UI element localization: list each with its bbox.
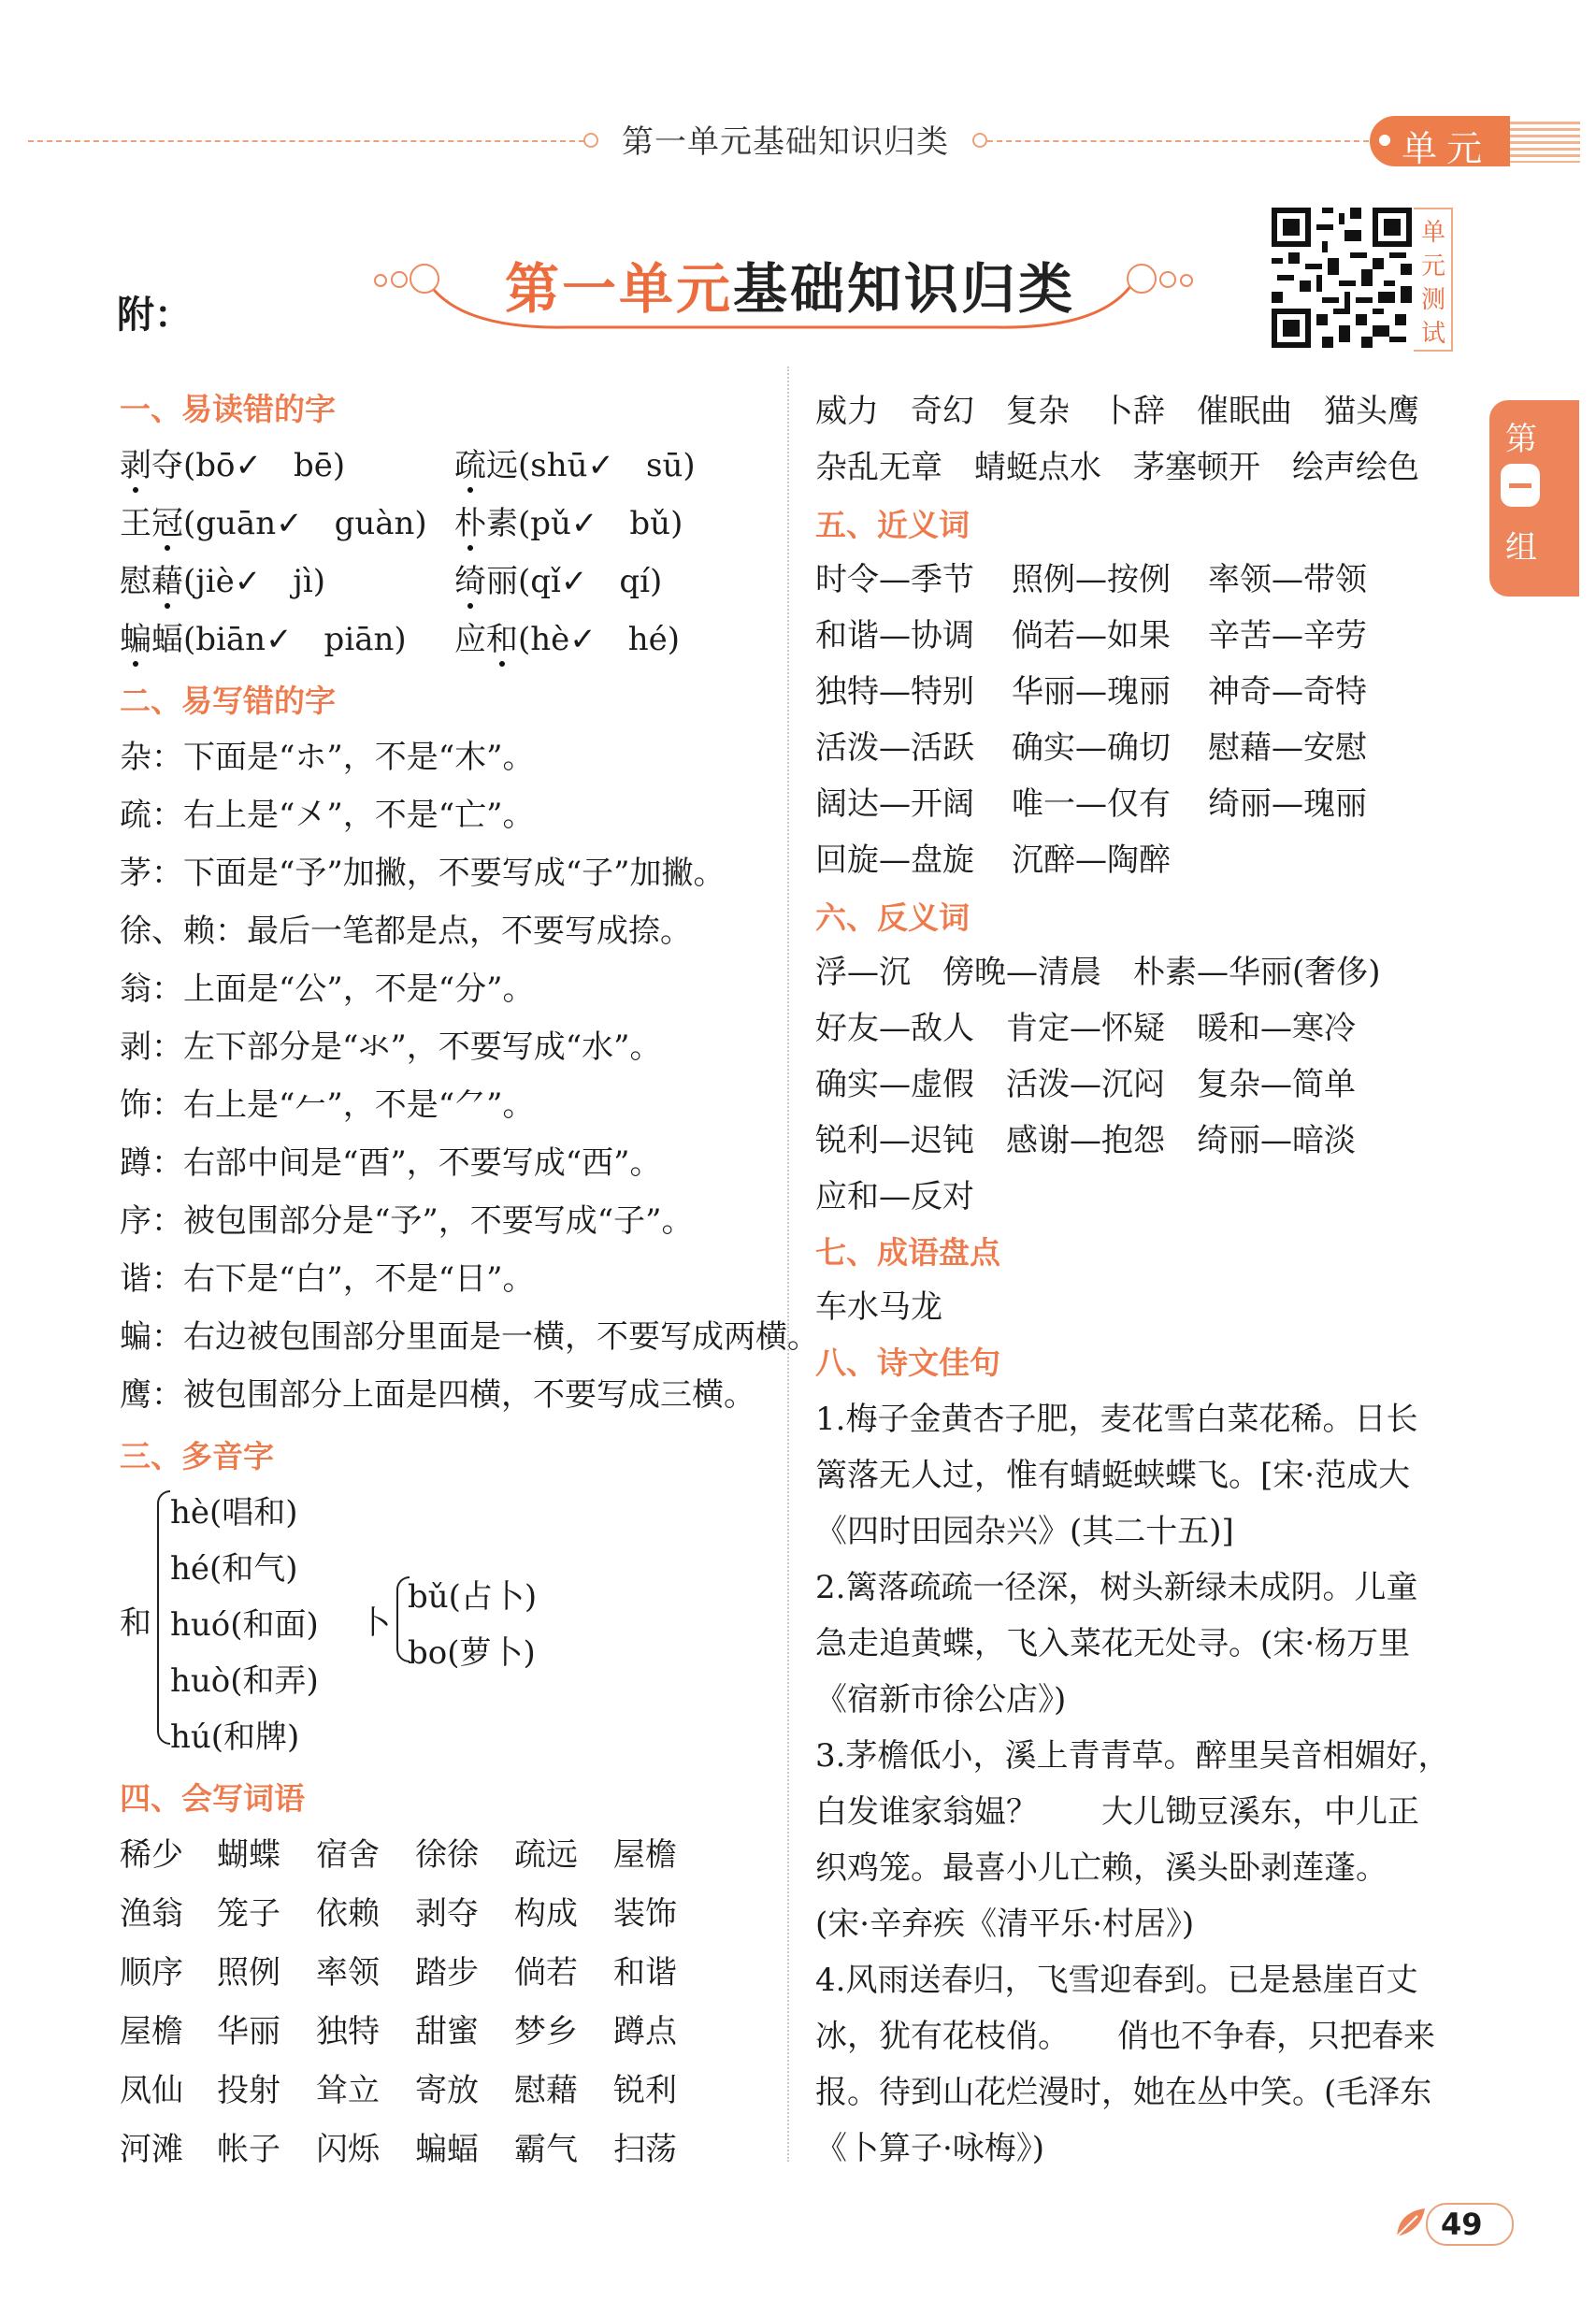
vocab-word: 构成 [514, 1895, 578, 1933]
poem-line: 《卜算子·咏梅》) [815, 2130, 1045, 2167]
vocab-word: 疏远 [514, 1836, 578, 1874]
vocab-word: 倘若 [514, 1954, 578, 1992]
poem-line: 《宿新市徐公店》) [815, 1681, 1067, 1719]
pinyin-item [454, 439, 696, 485]
writing-note: 茅：下面是“予”加撇，不要写成“子”加撇。 [120, 855, 726, 892]
poem-line: 冰，犹有花枝俏。 俏也不争春，只把春来 [815, 2018, 1435, 2055]
poem-line: 3.茅檐低小，溪上青青草。醉里吴音相媚好， [815, 1737, 1450, 1775]
vocab-word: 蹲点 [613, 2013, 677, 2050]
synonym-pair: 和谐—协调 [815, 617, 974, 654]
synonym-pair: 活泼—活跃 [815, 729, 974, 767]
vocab-word: 河滩 [120, 2131, 183, 2168]
banner-title [505, 245, 1075, 324]
vocab-word: 慰藉 [514, 2072, 578, 2109]
writing-note: 蝙：右边被包围部分里面是一横，不要写成两横。 [120, 1318, 819, 1356]
char-dotted: 蝙 [120, 613, 151, 659]
char: 应 [454, 621, 486, 658]
antonym-line: 浮—沉 傍晚—清晨 朴素—华丽(奢侈) [815, 954, 1381, 991]
banner-title-highlight: 第一单元 [505, 257, 734, 321]
synonym-pair: 华丽—瑰丽 [1012, 673, 1171, 711]
banner-circle-mid [391, 271, 408, 288]
banner-circle-small [1180, 274, 1193, 287]
char: 夺 [151, 447, 183, 484]
pinyin-item [120, 555, 325, 601]
synonym-pair: 确实—确切 [1012, 729, 1171, 767]
antonym-line: 锐利—迟钝 感谢—抱怨 绮丽—暗淡 [815, 1122, 1356, 1159]
group-tab-bottom: 组 [1505, 529, 1537, 567]
char-dotted: 绮 [454, 555, 486, 601]
pinyin-options: (biān✓ piān) [183, 621, 407, 658]
qr-label-char: 测 [1421, 286, 1446, 314]
vocab-word: 霸气 [514, 2131, 578, 2168]
vocab-word: 踏步 [415, 1954, 479, 1992]
unit-tab-dot [1379, 135, 1390, 146]
char: 丽 [486, 563, 518, 600]
writing-note: 徐、赖：最后一笔都是点，不要写成捺。 [120, 913, 692, 950]
vocab-word: 耸立 [316, 2072, 380, 2109]
synonym-pair: 阔达—开阔 [815, 785, 974, 823]
vocab-word: 顺序 [120, 1954, 183, 1992]
writing-note: 翁：上面是“公”，不是“分”。 [120, 971, 535, 1008]
pinyin-item [120, 497, 427, 543]
vocab-line: 威力 奇幻 复杂 卜辞 催眠曲 猫头鹰 [815, 393, 1419, 430]
leaf-icon [1393, 2203, 1431, 2240]
char-dotted: 疏 [454, 439, 486, 485]
poem-line: 1.梅子金黄杏子肥，麦花雪白菜花稀。日长 [815, 1401, 1418, 1438]
banner-circle-small [374, 274, 387, 287]
vocab-word: 独特 [316, 2013, 380, 2050]
group-tab-number-one [1501, 464, 1540, 507]
vocab-word: 率领 [316, 1954, 380, 1992]
vocab-word: 渔翁 [120, 1895, 183, 1933]
vocab-word: 投射 [217, 2072, 280, 2109]
pinyin-item [454, 555, 662, 601]
writing-note: 鹰：被包围部分上面是四横，不要写成三横。 [120, 1376, 755, 1414]
polyphone-char: 卜 [359, 1604, 391, 1642]
appendix-label: 附： [117, 294, 192, 337]
char: 慰 [120, 563, 151, 600]
char-dotted: 和 [486, 613, 518, 659]
polyphone-reading: huò(和弄) [170, 1662, 319, 1700]
pinyin-options: (pǔ✓ bǔ) [518, 505, 683, 542]
pinyin-options: (guān✓ guàn) [183, 505, 427, 542]
section-heading: 六、反义词 [815, 899, 970, 936]
antonym-line: 确实—虚假 活泼—沉闷 复杂—简单 [815, 1066, 1356, 1103]
pinyin-item [120, 613, 407, 659]
char: 王 [120, 505, 151, 542]
vocab-word: 寄放 [415, 2072, 479, 2109]
poem-line: 4.风雨送春归，飞雪迎春到。已是悬崖百丈 [815, 1962, 1418, 1999]
vocab-word: 屋檐 [120, 2013, 183, 2050]
unit-tab-label: 单元 [1402, 128, 1492, 169]
banner-circle-mid [1159, 271, 1176, 288]
section-heading: 二、易写错的字 [120, 683, 336, 719]
polyphone-reading: hé(和气) [170, 1550, 298, 1588]
banner-circle-large [410, 264, 439, 294]
char-dotted: 朴 [454, 497, 486, 543]
synonym-pair: 绮丽—瑰丽 [1208, 785, 1367, 823]
brace [157, 1490, 170, 1745]
poem-line: 急走追黄蝶，飞入菜花无处寻。(宋·杨万里 [815, 1625, 1411, 1662]
section-heading: 五、近义词 [815, 507, 970, 543]
poem-line: 织鸡笼。最喜小儿亡赖，溪头卧剥莲蓬。 [815, 1849, 1388, 1887]
synonym-pair: 率领—带领 [1208, 561, 1367, 598]
writing-note: 谐：右下是“白”，不是“日”。 [120, 1260, 535, 1298]
qr-label-char: 试 [1421, 320, 1446, 348]
qr-label-char: 元 [1421, 252, 1446, 280]
vocab-word: 华丽 [217, 2013, 280, 2050]
writing-note: 剥：左下部分是“氺”，不要写成“水”。 [120, 1028, 662, 1066]
char-dotted: 藉 [151, 555, 183, 601]
unit-tab [1370, 116, 1510, 169]
vocab-word: 甜蜜 [415, 2013, 479, 2050]
synonym-pair: 沉醉—陶醉 [1012, 841, 1171, 879]
header-stripes [1510, 122, 1580, 163]
polyphone-reading: bǔ(占卜) [408, 1578, 538, 1616]
pinyin-options: (hè✓ hé) [518, 621, 681, 658]
vocab-word: 蝙蝠 [415, 2131, 479, 2168]
synonym-pair: 辛苦—辛劳 [1208, 617, 1367, 654]
group-side-tab [1489, 400, 1579, 597]
synonym-pair: 神奇—奇特 [1208, 673, 1367, 711]
header-dot-left [583, 133, 598, 148]
vocab-word: 装饰 [613, 1895, 677, 1933]
vocab-word: 照例 [217, 1954, 280, 1992]
vocab-word: 闪烁 [316, 2131, 380, 2168]
antonym-line: 好友—敌人 肯定—怀疑 暖和—寒冷 [815, 1010, 1356, 1047]
poem-line: 报。待到山花烂漫时，她在丛中笑。(毛泽东 [815, 2074, 1432, 2111]
vocab-word: 凤仙 [120, 2072, 183, 2109]
polyphone-reading: bo(萝卜) [408, 1634, 536, 1672]
column-divider [787, 367, 789, 2162]
poem-line: (宋·辛弃疾《清平乐·村居》) [815, 1906, 1195, 1943]
header-rule-right [987, 140, 1369, 142]
synonym-pair: 独特—特别 [815, 673, 974, 711]
section-heading: 三、多音字 [120, 1438, 274, 1474]
char: 远 [486, 447, 518, 484]
antonym-line: 应和—反对 [815, 1178, 974, 1215]
qr-code-icon[interactable] [1272, 208, 1412, 348]
section-heading: 八、诗文佳句 [815, 1345, 1000, 1381]
polyphone-reading: hè(唱和) [170, 1494, 298, 1532]
writing-note: 疏：右上是“㐅”，不是“亡”。 [120, 797, 535, 834]
vocab-word: 徐徐 [415, 1836, 479, 1874]
synonym-pair: 照例—按例 [1012, 561, 1171, 598]
synonym-pair: 回旋—盘旋 [815, 841, 974, 879]
synonym-pair: 唯一—仅有 [1012, 785, 1171, 823]
writing-note: 蹲：右部中间是“酉”，不要写成“西”。 [120, 1144, 662, 1182]
header-rule-left [28, 140, 584, 142]
synonym-pair: 倘若—如果 [1012, 617, 1171, 654]
qr-label-box [1414, 208, 1453, 352]
pinyin-options: (bō✓ bē) [183, 447, 346, 484]
poem-line: 2.篱落疏疏一径深，树头新绿未成阴。儿童 [815, 1569, 1418, 1606]
poem-line: 白发谁家翁媪？ 大儿锄豆溪东，中儿正 [815, 1793, 1419, 1831]
vocab-word: 依赖 [316, 1895, 380, 1933]
pinyin-item [454, 613, 680, 659]
page-number-badge [1426, 2203, 1514, 2246]
banner-circle-large [1127, 264, 1157, 294]
vocab-word: 宿舍 [316, 1836, 380, 1874]
vocab-word: 稀少 [120, 1836, 183, 1874]
section-heading: 四、会写词语 [120, 1780, 305, 1817]
char: 素 [486, 505, 518, 542]
vocab-word: 梦乡 [514, 2013, 578, 2050]
pinyin-item [120, 439, 345, 485]
section-heading: 七、成语盘点 [815, 1234, 1000, 1271]
polyphone-reading: hú(和牌) [170, 1719, 300, 1756]
synonym-pair: 时令—季节 [815, 561, 974, 598]
pinyin-item [454, 497, 683, 543]
group-tab-top: 第 [1505, 421, 1537, 458]
header-dot-right [972, 133, 987, 148]
vocab-word: 剥夺 [415, 1895, 479, 1933]
polyphone-reading: huó(和面) [170, 1606, 319, 1644]
vocab-word: 扫荡 [613, 2131, 677, 2168]
writing-note: 杂：下面是“ホ”，不是“木”。 [120, 739, 535, 776]
vocab-word: 蝴蝶 [217, 1836, 280, 1874]
vocab-word: 锐利 [613, 2072, 677, 2109]
char-dotted: 剥 [120, 439, 151, 485]
banner-title-rest: 基础知识归类 [733, 257, 1076, 321]
pinyin-options: (shū✓ sū) [518, 447, 696, 484]
vocab-line: 杂乱无章 蜻蜓点水 茅塞顿开 绘声绘色 [815, 449, 1419, 486]
char: 蝠 [151, 621, 183, 658]
header-title: 第一单元基础知识归类 [622, 123, 949, 161]
vocab-word: 帐子 [217, 2131, 280, 2168]
writing-note: 饰：右上是“𠂉”，不是“⺈”。 [120, 1086, 535, 1124]
idiom: 车水马龙 [815, 1288, 942, 1326]
vocab-word: 屋檐 [613, 1836, 677, 1874]
char-dotted: 冠 [151, 497, 183, 543]
pinyin-options: (jiè✓ jì) [183, 563, 325, 600]
poem-line: 《四时田园杂兴》(其二十五)] [815, 1513, 1234, 1550]
vocab-word: 和谐 [613, 1954, 677, 1992]
polyphone-char: 和 [120, 1604, 151, 1642]
vocab-word: 笼子 [217, 1895, 280, 1933]
poem-line: 篱落无人过，惟有蜻蜓蛱蝶飞。[宋·范成大 [815, 1457, 1411, 1494]
page-number: 49 [1441, 2207, 1483, 2242]
pinyin-options: (qǐ✓ qí) [518, 563, 663, 600]
writing-note: 序：被包围部分是“予”，不要写成“子”。 [120, 1202, 694, 1240]
section-heading: 一、易读错的字 [120, 391, 336, 427]
synonym-pair: 慰藉—安慰 [1208, 729, 1367, 767]
qr-label-char: 单 [1421, 219, 1446, 247]
